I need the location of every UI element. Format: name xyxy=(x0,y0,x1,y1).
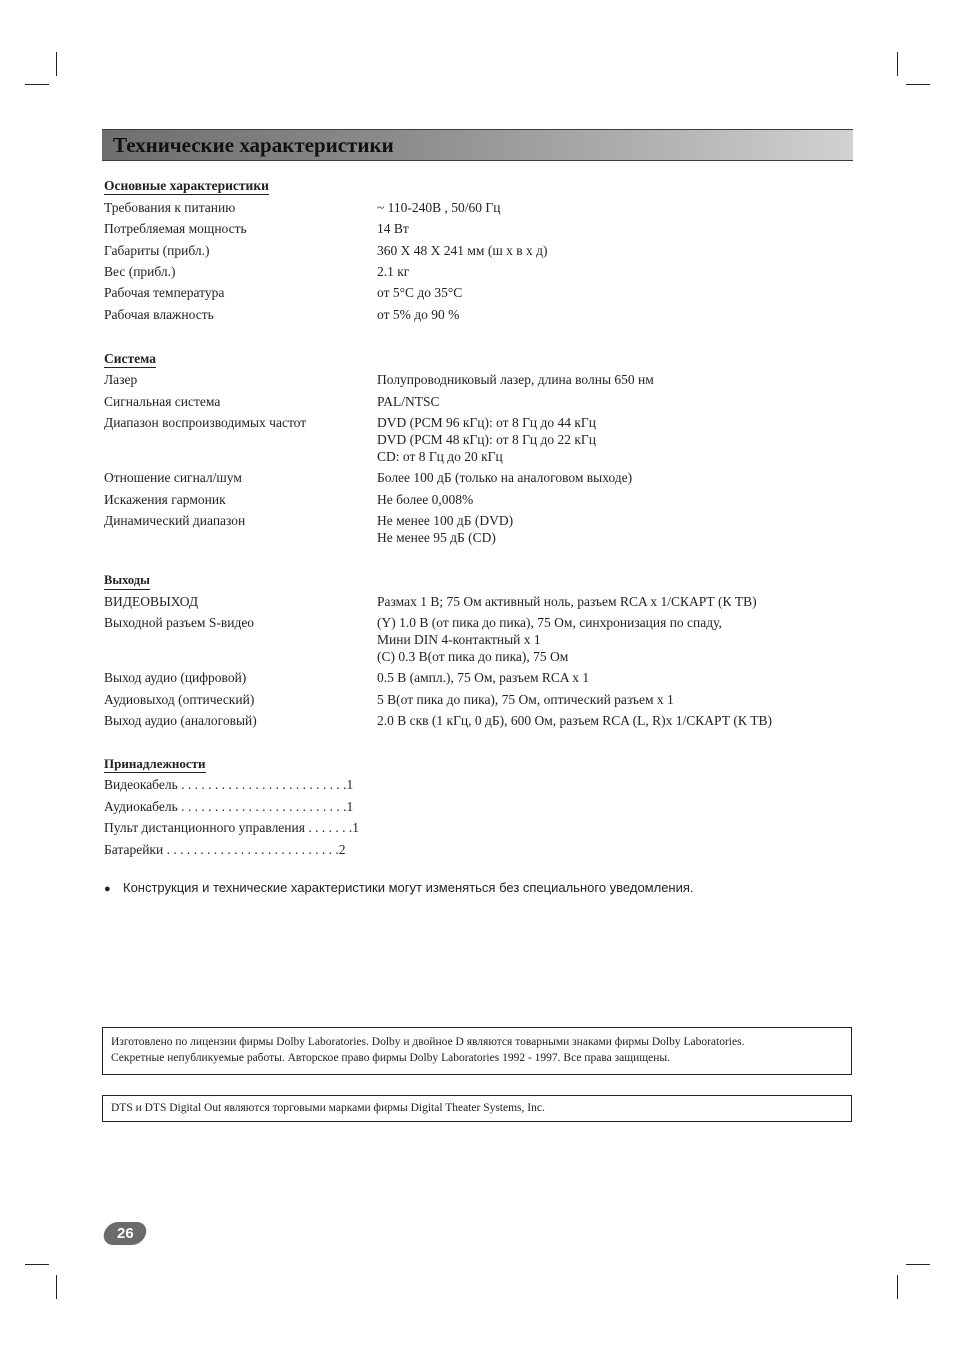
spec-label: Рабочая температура xyxy=(104,285,225,300)
spec-label: Искажения гармоник xyxy=(104,492,226,507)
dts-license-box xyxy=(102,1095,852,1122)
accessory-item: Пульт дистанционного управления . . . . . . .1 xyxy=(104,820,359,835)
spec-value: Более 100 дБ (только на аналоговом выходе) xyxy=(377,470,633,485)
spec-label: Требования к питанию xyxy=(104,200,236,215)
bullet-icon: ● xyxy=(104,883,111,895)
page-number-badge xyxy=(102,1222,149,1245)
dts-line-1: DTS и DTS Digital Out являются торговыми марками фирмы Digital Theater Systems, Inc. xyxy=(111,1102,545,1114)
dolby-line-1: Изготовлено по лицензии фирмы Dolby Laboratories. Dolby и двойное D являются товарными знаками фирмы Dolby Laboratories. xyxy=(111,1036,745,1048)
spec-value: 0.5 В (ампл.), 75 Ом, разъем RCA x 1 xyxy=(377,670,590,685)
section-heading-general: Основные характеристики xyxy=(104,178,269,193)
spec-label: Рабочая влажность xyxy=(104,307,214,322)
crop-mark xyxy=(906,1264,930,1265)
spec-label: Потребляемая мощность xyxy=(104,221,247,236)
spec-label: Выходной разъем S-видео xyxy=(104,615,255,630)
title-bar xyxy=(102,129,853,161)
crop-mark xyxy=(25,84,49,85)
spec-label: Лазер xyxy=(104,372,138,387)
spec-value: Не более 0,008% xyxy=(377,492,474,507)
spec-value: 360 X 48 X 241 мм (ш х в х д) xyxy=(377,243,548,258)
crop-mark xyxy=(897,1275,898,1299)
accessory-item: Видеокабель . . . . . . . . . . . . . . . . . . . . . . . . .1 xyxy=(104,777,354,792)
dolby-line-2: Секретные непубликуемые работы. Авторское право фирмы Dolby Laboratories 1992 - 1997. Все права защищены. xyxy=(111,1052,670,1064)
page-title: Технические характеристики xyxy=(113,133,394,157)
spec-value: (Y) 1.0 В (от пика до пика), 75 Ом, синхронизация по спаду, Мини DIN 4-контактный x 1 (C) 0.3 В(от пика до пика), 75 Ом xyxy=(377,615,722,664)
spec-value: Полупроводниковый лазер, длина волны 650 нм xyxy=(377,372,654,387)
crop-mark xyxy=(906,84,930,85)
section-heading-system: Система xyxy=(104,351,156,366)
spec-label: Отношение сигнал/шум xyxy=(104,470,242,485)
change-notice xyxy=(104,879,694,898)
spec-value: Размах 1 В; 75 Ом активный ноль, разъем RCA x 1/СКАРТ (К ТВ) xyxy=(377,594,757,609)
crop-mark xyxy=(25,1264,49,1265)
spec-label: Сигнальная система xyxy=(104,394,221,409)
spec-label: Диапазон воспроизводимых частот xyxy=(104,415,307,430)
spec-value: от 5% до 90 % xyxy=(377,307,460,322)
accessory-item: Аудиокабель . . . . . . . . . . . . . . . . . . . . . . . . .1 xyxy=(104,799,354,814)
page-number: 26 xyxy=(116,1225,134,1242)
spec-label: Габариты (прибл.) xyxy=(104,243,210,258)
spec-label: Выход аудио (цифровой) xyxy=(104,670,247,685)
spec-value: 2.0 В скв (1 кГц, 0 дБ), 600 Ом, разъем RCA (L, R)x 1/СКАРТ (К ТВ) xyxy=(377,713,772,728)
crop-mark xyxy=(56,52,57,76)
crop-mark xyxy=(56,1275,57,1299)
crop-mark xyxy=(897,52,898,76)
spec-value: 2.1 кг xyxy=(377,264,410,279)
dolby-license-box xyxy=(102,1027,852,1075)
spec-value: 5 В(от пика до пика), 75 Ом, оптический разъем x 1 xyxy=(377,692,674,707)
spec-value: Не менее 100 дБ (DVD) Не менее 95 дБ (CD) xyxy=(377,513,514,545)
spec-label: Выход аудио (аналоговый) xyxy=(104,713,257,728)
spec-value: от 5°C до 35°C xyxy=(377,285,463,300)
spec-label: Вес (прибл.) xyxy=(104,264,176,279)
accessory-item: Батарейки . . . . . . . . . . . . . . . . . . . . . . . . . .2 xyxy=(104,842,346,857)
spec-label: Аудиовыход (оптический) xyxy=(104,692,255,707)
spec-value: PAL/NTSC xyxy=(377,394,440,409)
section-heading-outputs: Выходы xyxy=(104,572,150,590)
spec-value: DVD (PCM 96 кГц): от 8 Гц до 44 кГц DVD (PCM 48 кГц): от 8 Гц до 22 кГц CD: от 8 Гц до 20 кГц xyxy=(377,415,596,464)
spec-label: ВИДЕОВЫХОД xyxy=(104,594,199,609)
spec-label: Динамический диапазон xyxy=(104,513,246,528)
spec-value: 14 Вт xyxy=(377,221,409,236)
spec-value: ~ 110-240В , 50/60 Гц xyxy=(377,200,501,215)
change-notice-text: Конструкция и технические характеристики могут изменяться без специального уведомления. xyxy=(123,880,694,895)
section-heading-accessories: Принадлежности xyxy=(104,756,206,771)
